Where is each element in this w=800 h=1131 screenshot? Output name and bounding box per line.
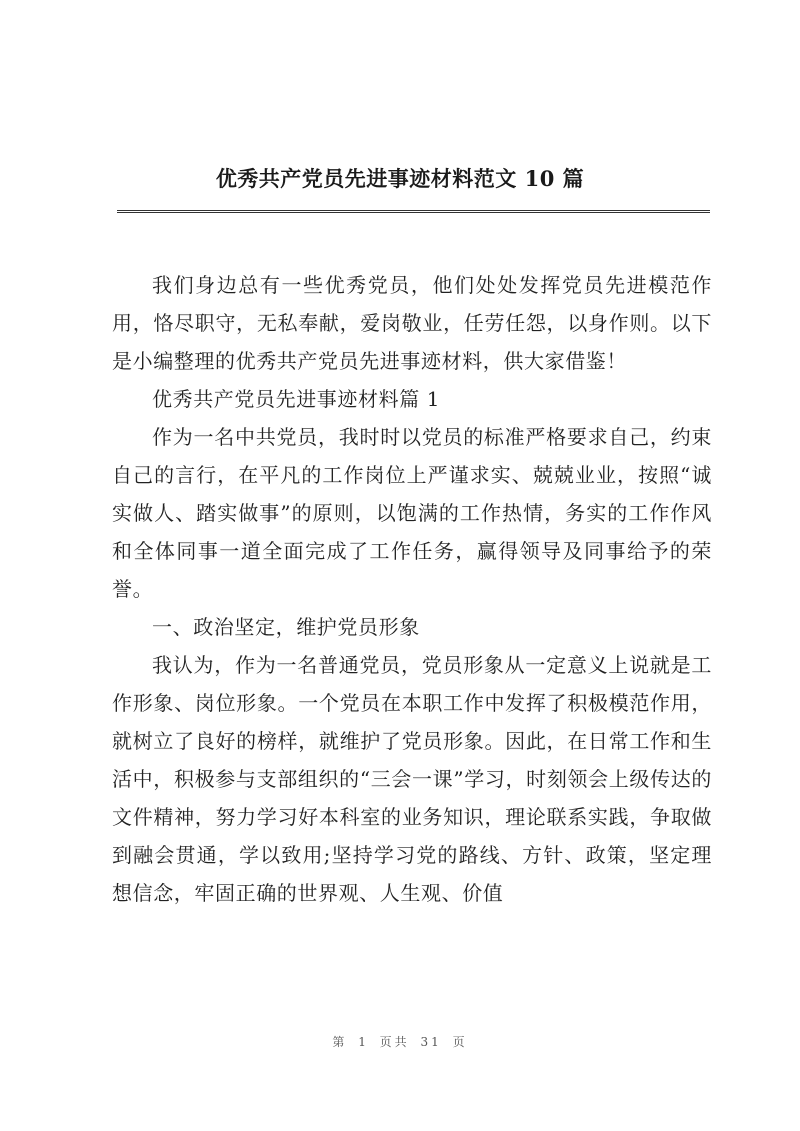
section-heading-article-1: 优秀共产党员先进事迹材料篇 1 — [152, 387, 441, 411]
footer-suffix: 页 — [452, 1035, 468, 1049]
intro-paragraph: 我们身边总有一些优秀党员，他们处处发挥党员先进模范作用，恪尽职守，无私奉献，爱岗敬业，任劳任怨，以身作则。以下是小编整理的优秀共产党员先进事迹材料，供大家借鉴！ — [112, 273, 712, 373]
body-paragraph: 作为一名中共党员，我时时以党员的标准严格要求自己，约束自己的言行，在平凡的工作岗位上严谨求实、兢兢业业，按照“诚实做人、踏实做事”的原则，以饱满的工作热情，务实的工作作风和全体同事一道全面完成了工作任务，赢得领导及同事给予的荣誉。 — [112, 425, 712, 601]
subsection-heading: 一、政治坚定，维护党员形象 — [152, 615, 420, 639]
footer-prefix: 第 — [332, 1035, 348, 1049]
document-body — [112, 266, 712, 912]
footer-total-pages: 31 — [420, 1035, 442, 1049]
document-title: 优秀共产党员先进事迹材料范文 10 篇 — [215, 166, 585, 191]
title-divider — [117, 210, 710, 213]
page-footer — [0, 1033, 800, 1050]
footer-middle: 页共 — [379, 1035, 410, 1049]
footer-page-number: 1 — [358, 1035, 369, 1049]
body-paragraph: 我认为，作为一名普通党员，党员形象从一定意义上说就是工作形象、岗位形象。一个党员在本职工作中发挥了积极模范作用，就树立了良好的榜样，就维护了党员形象。因此，在日常工作和生活中，积极参与支部组织的“三会一课”学习，时刻领会上级传达的文件精神，努力学习好本科室的业务知识，理论联系实践，争取做到融会贯通，学以致用;坚持学习党的路线、方针、政策，坚定理想信念，牢固正确的世界观、人生观、价值 — [112, 653, 712, 905]
